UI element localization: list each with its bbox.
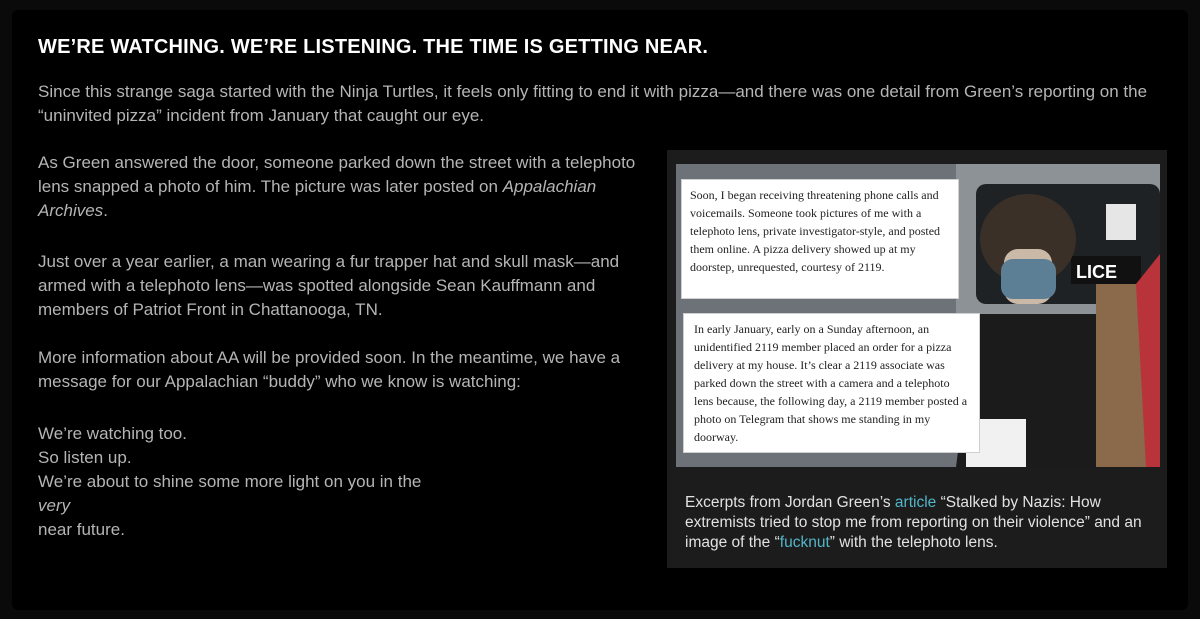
caption-part-3: ” with the telephoto lens.	[829, 534, 998, 551]
page-heading: WE’RE WATCHING. WE’RE LISTENING. THE TIME IS GETTING NEAR.	[38, 36, 709, 58]
article-excerpt-2: In early January, early on a Sunday afternoon, an unidentified 2119 member placed an order for a pizza delivery at my house. It’s clear a 2119 associate was parked down the street with a camera and a telephoto lens because, the following day, a 2119 member posted a photo on Telegram that shows me standing in my doorway.	[684, 314, 979, 452]
photo-collage	[676, 164, 1160, 467]
closing-line-3-after: near future.	[38, 520, 125, 539]
green-text-before: As Green answered the door, someone parked down the street with a telephoto lens snapped a photo of him. The picture was later posted on	[38, 153, 636, 196]
very-emphasis: very	[38, 496, 71, 515]
closing-line-3-before: We’re about to shine some more light on you in the	[38, 472, 422, 491]
appalachian-archives-title: Appalachian Archives	[38, 177, 597, 220]
police-car-text: LICE	[1076, 262, 1118, 282]
green-text-after: .	[103, 201, 108, 220]
fucknut-link[interactable]: fucknut	[779, 534, 830, 551]
closing-line-1: We’re watching too.	[38, 424, 187, 443]
more-info-paragraph: More information about AA will be provided soon. In the meantime, we have a message for our Appalachian “buddy” who we know is watching:	[38, 348, 621, 391]
green-paragraph	[38, 151, 648, 223]
year-earlier-paragraph: Just over a year earlier, a man wearing a fur trapper hat and skull mask—and armed with a telephoto lens—was spotted alongside Sean Kauffmann and members of Patriot Front in Chattanooga, TN.	[38, 252, 620, 319]
closing-message	[38, 422, 663, 542]
article-figure	[667, 150, 1167, 568]
article-excerpt-1: Soon, I began receiving threatening phone calls and voicemails. Someone took pictures of me with a telephoto lens, private investigator-style, and posted them online. A pizza delivery showed up at my doorstep, unrequested, courtesy of 2119.	[682, 180, 958, 298]
figure-caption	[685, 493, 1155, 553]
caption-part-2: “Stalked by Nazis: How extremists tried to stop me from reporting on their violence” and an image of the “	[685, 494, 1142, 551]
closing-line-3	[38, 470, 663, 542]
closing-line-2: So listen up.	[38, 448, 132, 467]
article-link[interactable]: article	[894, 494, 937, 511]
caption-part-1: Excerpts from Jordan Green’s	[685, 494, 895, 511]
intro-paragraph: Since this strange saga started with the Ninja Turtles, it feels only fitting to end it with pizza—and there was one detail from Green’s reporting on the “uninvited pizza” incident from January that caught our eye.	[38, 82, 1148, 125]
